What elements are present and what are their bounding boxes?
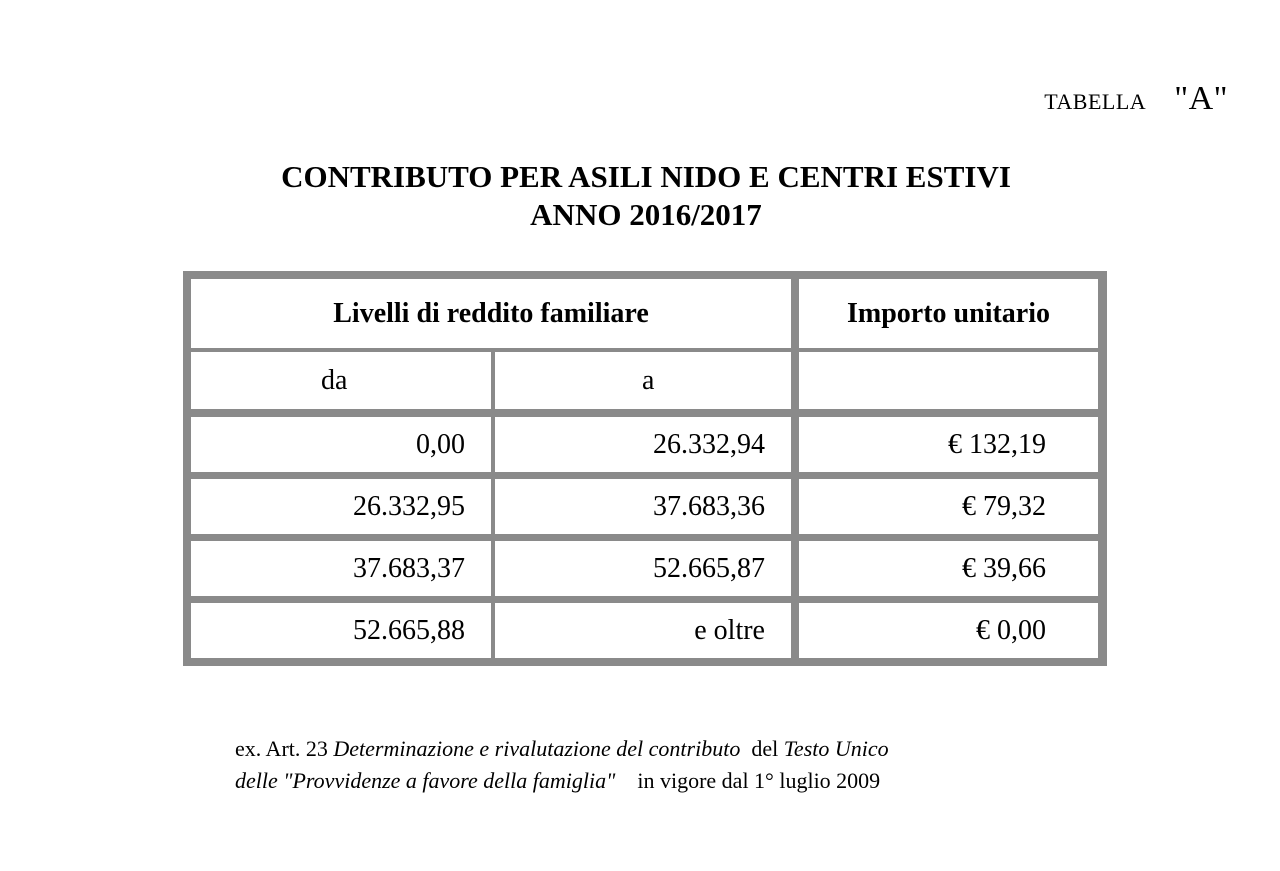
footnote-article-title: Determinazione e rivalutazione del contributo [333, 736, 741, 761]
subheader-to: a [495, 352, 791, 409]
row-2-from: 26.332,95 [191, 479, 491, 534]
row-4-from: 52.665,88 [191, 603, 491, 658]
row-1-to: 26.332,94 [495, 417, 791, 472]
row-4-to: e oltre [495, 603, 791, 658]
page-title [0, 158, 1280, 234]
income-table [183, 271, 1107, 666]
row-1-amount: € 132,19 [799, 417, 1098, 472]
title-line-1: CONTRIBUTO PER ASILI NIDO E CENTRI ESTIVI [281, 159, 1011, 194]
footnote-line-2 [235, 765, 889, 797]
row-1-from: 0,00 [191, 417, 491, 472]
footnote-of: del [740, 736, 784, 761]
row-3-to: 52.665,87 [495, 541, 791, 596]
header-income-levels: Livelli di reddito familiare [191, 279, 791, 348]
subheader-from: da [191, 352, 491, 409]
row-2-amount: € 79,32 [799, 479, 1098, 534]
footnote-testo-unico: Testo Unico [783, 736, 889, 761]
footnote-line-1 [235, 733, 889, 765]
footnote [235, 733, 889, 797]
row-2-to: 37.683,36 [495, 479, 791, 534]
row-4-amount: € 0,00 [799, 603, 1098, 658]
tabella-text: TABELLA [1044, 89, 1147, 114]
footnote-article: ex. Art. 23 [235, 736, 334, 761]
footnote-in-force: in vigore dal 1° luglio 2009 [615, 768, 881, 793]
table-label [1044, 80, 1228, 118]
row-3-from: 37.683,37 [191, 541, 491, 596]
row-3-amount: € 39,66 [799, 541, 1098, 596]
header-unit-amount: Importo unitario [799, 279, 1098, 348]
footnote-provvidenze: delle "Provvidenze a favore della famiglia" [235, 768, 616, 793]
tabella-letter: "A" [1174, 80, 1228, 117]
subheader-amount-empty [799, 352, 1098, 409]
title-line-2: ANNO 2016/2017 [530, 197, 762, 232]
